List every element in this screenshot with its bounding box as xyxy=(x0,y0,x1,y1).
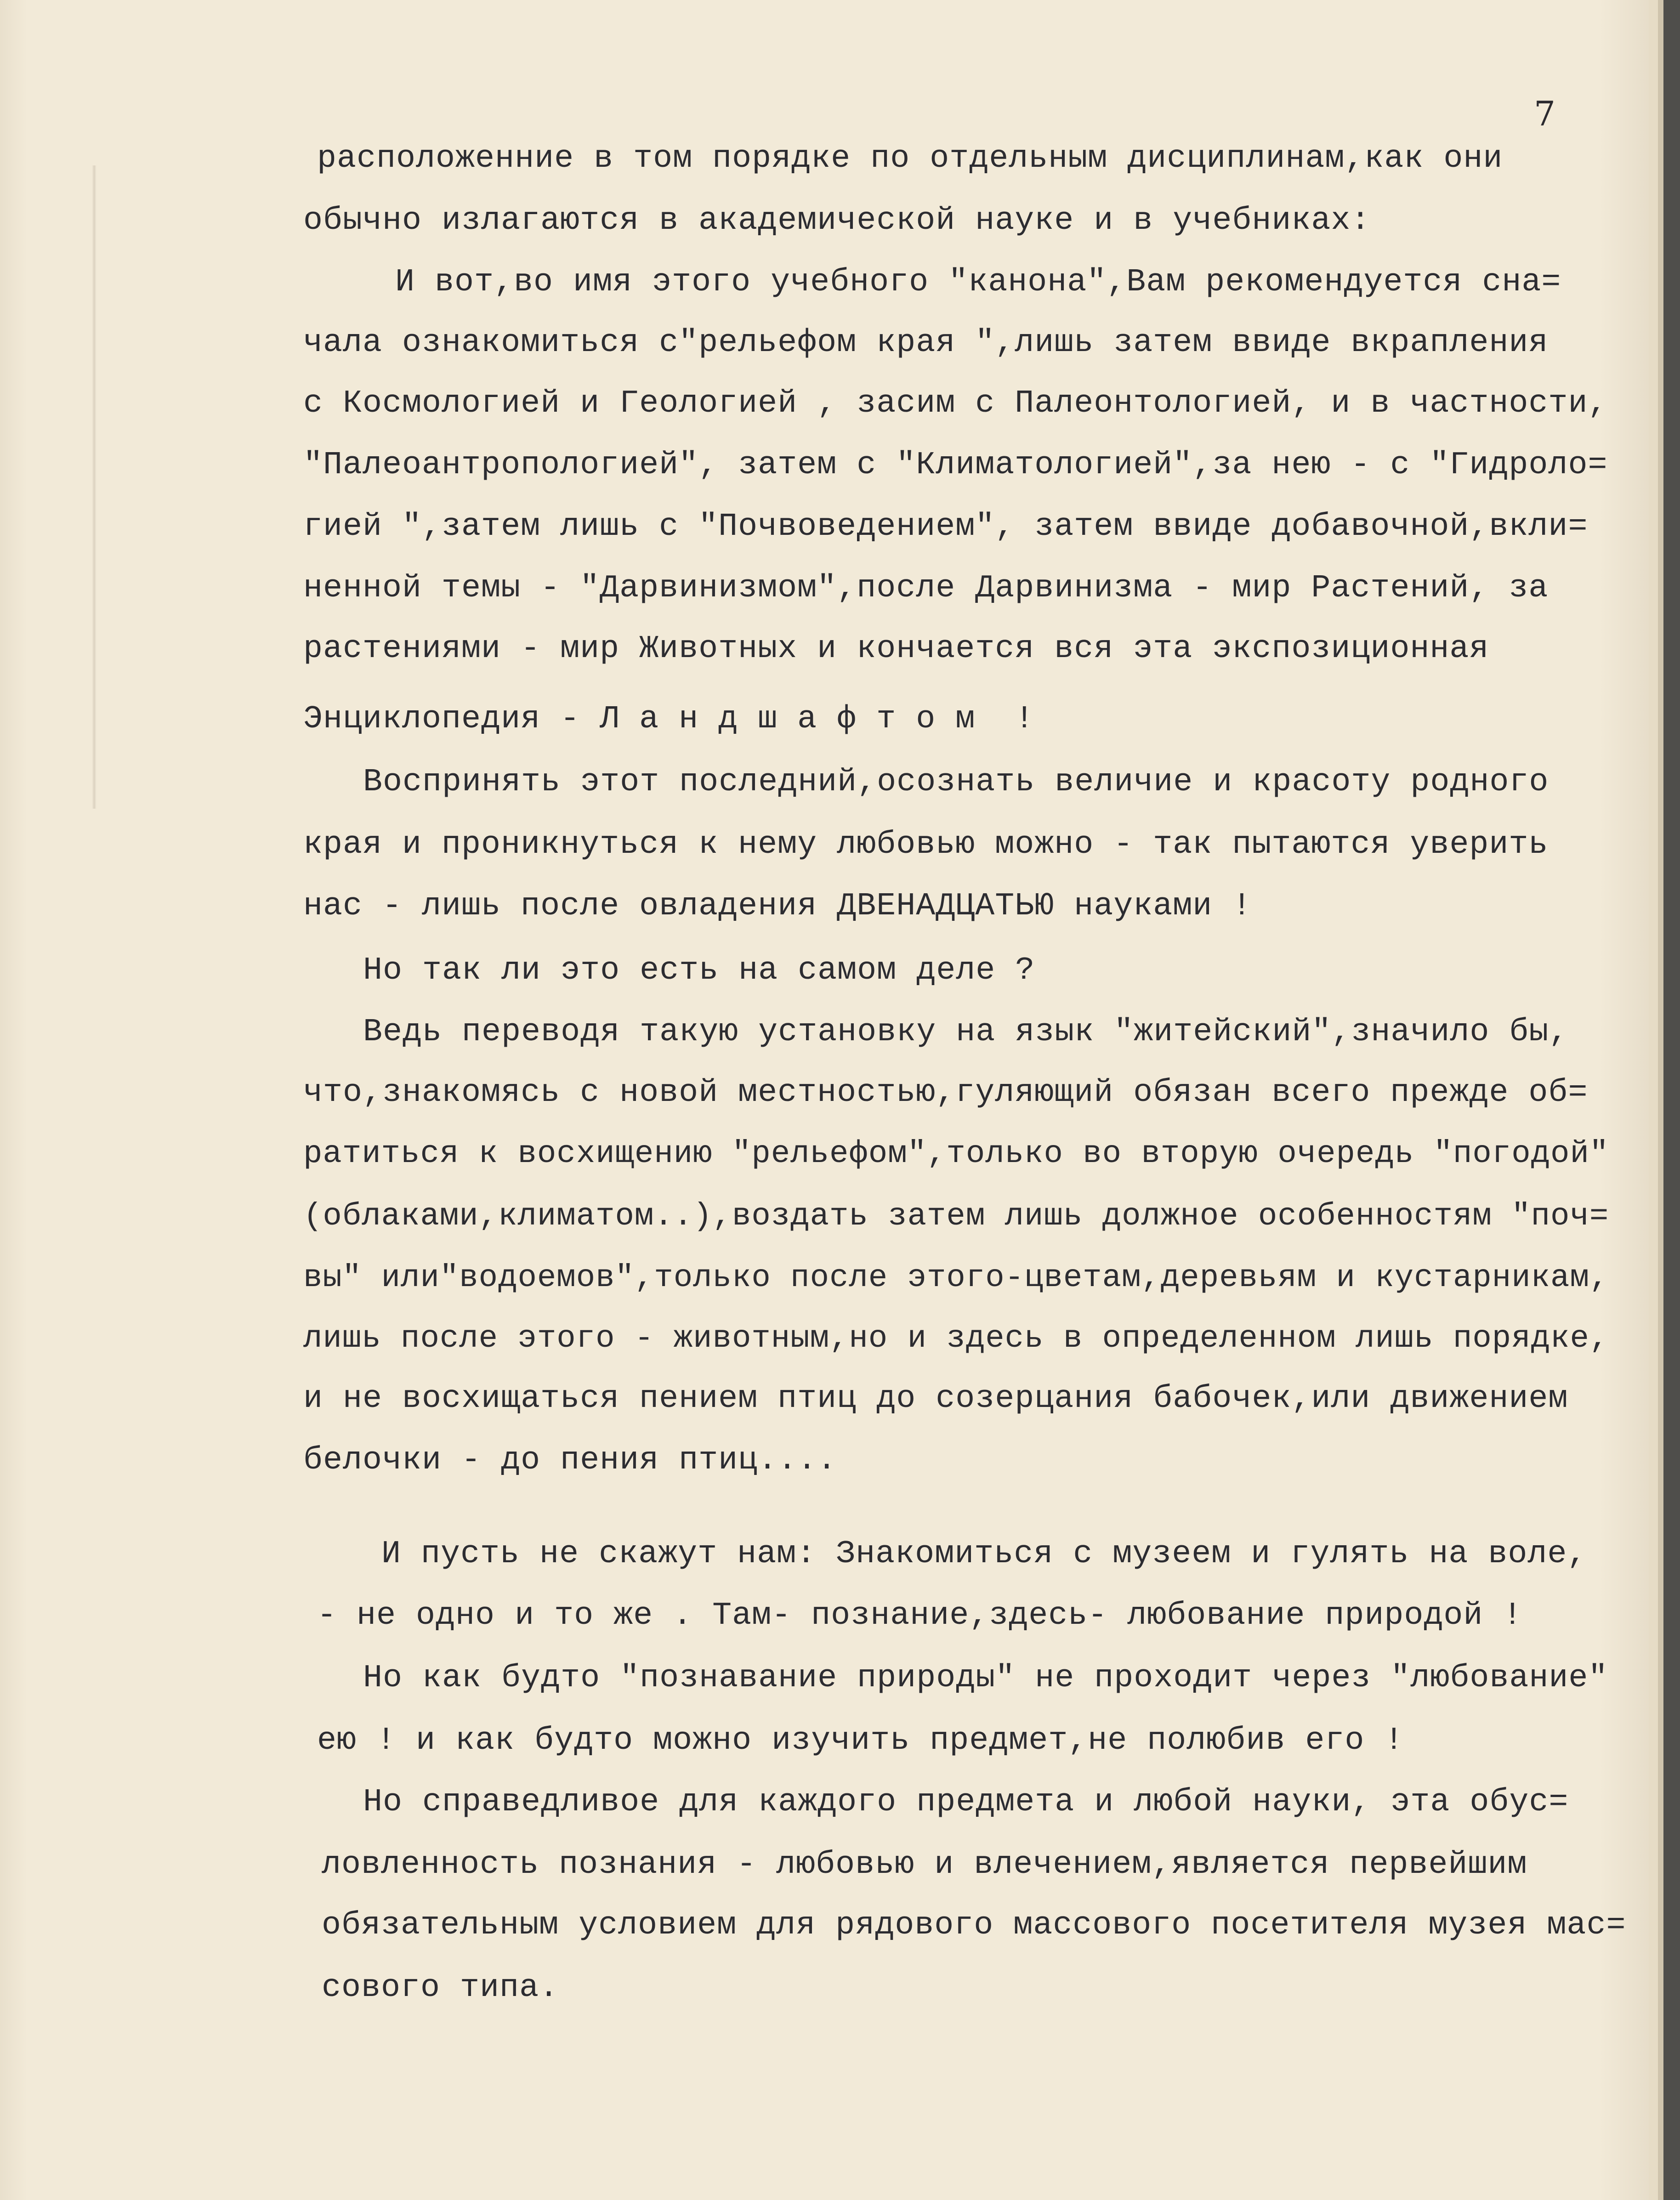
text-line: лишь после этого - животным,но и здесь в определенном лишь порядке, xyxy=(303,1321,1609,1356)
text-line: расположенние в том порядке по отдельным дисциплинам,как они xyxy=(317,141,1503,177)
text-line: Энциклопедия - Л а н д ш а ф т о м ! xyxy=(303,701,1035,737)
text-line: ненной темы - "Дарвинизмом",после Дарвинизма - мир Растений, за xyxy=(303,570,1549,607)
text-line: И вот,во имя этого учебного "канона",Вам рекомендуется сна= xyxy=(395,264,1561,301)
text-line: (облаками,климатом..),воздать затем лишь должное особенностям "поч= xyxy=(303,1198,1609,1234)
text-line: Но как будто "познавание природы" не проходит через "любование" xyxy=(363,1660,1608,1696)
text-line: с Космологией и Геологией , засим с Палеонтологией, и в частности, xyxy=(303,386,1608,422)
text-line: растениями - мир Животных и кончается вся эта экспозиционная xyxy=(303,631,1489,667)
text-line: - не одно и то же . Там- познание,здесь- любование природой ! xyxy=(317,1598,1523,1634)
text-line: чала ознакомиться с"рельефом края ",лишь затем ввиде вкрапления xyxy=(303,325,1549,361)
text-line: обязательным условием для рядового массового посетителя музея мас= xyxy=(322,1907,1626,1944)
page-number: 7 xyxy=(1534,94,1556,134)
text-line: сового типа. xyxy=(322,1970,559,2006)
text-line: "Палеоантропологией", затем с "Климатологией",за нею - с "Гидроло= xyxy=(303,447,1608,483)
text-line: белочки - до пения птиц.... xyxy=(303,1442,837,1479)
text-line: ловленность познания - любовью и влечением,является первейшим xyxy=(322,1847,1527,1883)
text-line: Но справедливое для каждого предмета и любой науки, эта обус= xyxy=(363,1784,1569,1820)
page-edge-shadow xyxy=(1658,0,1663,2200)
text-line: нас - лишь после овладения ДВЕНАДЦАТЬЮ науками ! xyxy=(303,888,1252,924)
text-line: Воспринять этот последний,осознать величие и красоту родного xyxy=(363,764,1549,800)
text-line: И пусть не скажут нам: Знакомиться с музеем и гулять на воле, xyxy=(381,1536,1587,1572)
text-line: обычно излагаются в академической науке и в учебниках: xyxy=(303,203,1371,239)
text-line: края и проникнуться к нему любовью можно - так пытаются уверить xyxy=(303,827,1549,863)
text-line: Ведь переводя такую установку на язык "житейский",значило бы, xyxy=(363,1014,1569,1050)
text-line: что,знакомясь с новой местностью,гуляющий обязан всего прежде об= xyxy=(303,1075,1588,1111)
text-line: ратиться к восхищению "рельефом",только во вторую очередь "погодой" xyxy=(303,1136,1609,1172)
text-line: гией ",затем лишь с "Почвоведением", затем ввиде добавочной,вкли= xyxy=(303,509,1588,545)
text-line: и не восхищаться пением птиц до созерцания бабочек,или движением xyxy=(303,1381,1568,1417)
text-line: ею ! и как будто можно изучить предмет,не полюбив его ! xyxy=(317,1723,1404,1759)
page-edge xyxy=(1649,0,1658,2200)
text-line: вы" или"водоемов",только после этого-цветам,деревьям и кустарникам, xyxy=(303,1260,1609,1296)
page-crease xyxy=(92,165,96,809)
text-line: Но так ли это есть на самом деле ? xyxy=(363,953,1035,989)
background-strip xyxy=(1663,0,1680,2200)
